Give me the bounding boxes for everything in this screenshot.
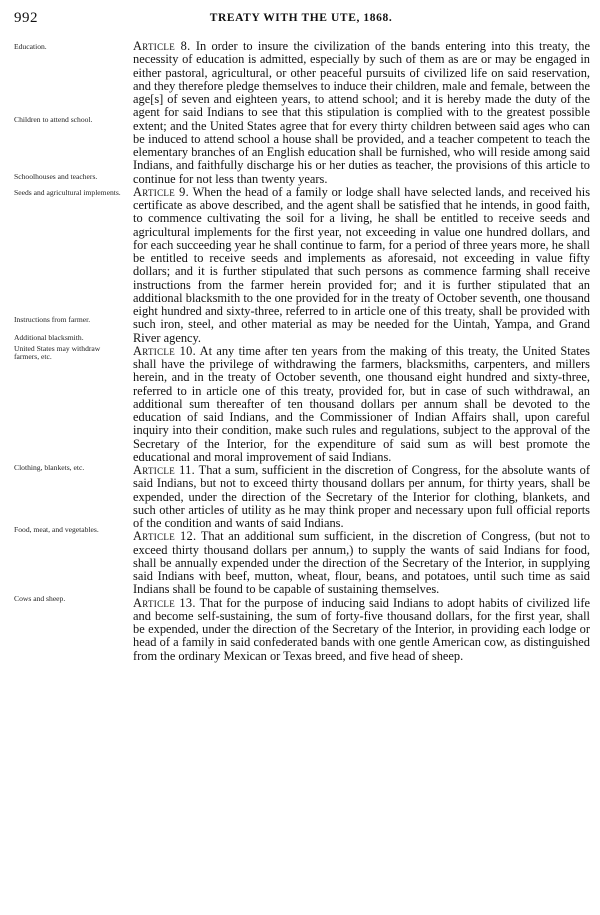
margin-note: Food, meat, and vegetables. xyxy=(14,525,99,535)
margin-note: Schoolhouses and teachers. xyxy=(14,172,98,181)
article-heading: Article 13. xyxy=(133,595,196,610)
article-body xyxy=(133,40,590,186)
article-heading: Article 11. xyxy=(133,463,196,477)
article-text: In order to insure the civilization of the bands entering into this treaty, the necessity of education is admitted, especially by such of them as are or may be engaged in either pastoral, agricultural, or other peaceful pursuits of civilized life on said reservation, and they therefore pledge themselves to induce their children, male and female, between the age[s] of seven and eighteen years, to attend school; and it is hereby made the duty of the agent for said Indians to see that this stipulation is complied with to the greatest possible extent; and the United States agree that for every thirty children between said ages who can be induced to attend school a house shall be provided, and a teacher competent to teach the elementary branches of an English education shall be furnished, who will reside among said Indians, and faithfully discharge his or her duties as teacher, the provisions of this article to continue for not less than twenty years. xyxy=(133,39,590,186)
margin-note: United States may withdraw farmers, etc. xyxy=(14,343,101,362)
article-heading: Article 12. xyxy=(133,529,197,544)
margin-note: Cows and sheep. xyxy=(14,593,66,603)
article-heading: Article 9. xyxy=(133,184,189,199)
article-heading: Article 8. xyxy=(133,39,191,53)
margin-note: Clothing, blankets, etc. xyxy=(14,463,85,472)
margin-note: Education. xyxy=(14,42,47,51)
page-number: 992 xyxy=(14,10,38,26)
article-text: At any time after ten years from the making of this treaty, the United States shall have the privilege of withdrawing the farmers, blacksmiths, carpenters, and millers herein, and in the treaty of October seventh, one thousand eight hundred and sixty-three, referred to in article one of this treaty, provided for, but in case of such withdrawal, an additional sum thereafter of ten thousand dollars per annum shall be devoted to the education of said Indians, and the Commissioner of Indian Affairs shall, upon careful inquiry into their condition, make such rules and regulations, subject to the approval of the Secretary of the Interior, for the expenditure of said sum as will best promote the educational and moral improvement of said Indians. xyxy=(133,343,590,464)
article-11 xyxy=(14,464,590,530)
article-9 xyxy=(14,186,590,345)
article-8 xyxy=(14,40,590,186)
article-13 xyxy=(14,593,590,663)
article-text: That for the purpose of inducing said Indians to adopt habits of civilized life and become self-sustaining, the sum of forty-five thousand dollars, for the first year, shall be expended, under the direction of the Secretary of the Interior, in providing each lodge or head of a family in said confederated bands with one gentle American cow, as distinguished from the ordinary Mexican or Texas breed, and five head of sheep. xyxy=(133,595,590,663)
page-header xyxy=(14,10,588,30)
margin-note: Instructions from farmer. xyxy=(14,314,91,324)
article-text: That an additional sum sufficient, in the discretion of Congress, (but not to exceed thirty thousand dollars per annum,) to supply the wants of said Indians for food, shall be annually expended under the direction of the Secretary of the Interior, in supplying said Indians with beef, mutton, wheat, flour, beans, and potatoes, until such time as said Indians shall be found to be capable of sustaining themselves. xyxy=(133,529,590,597)
margin-note: Children to attend school. xyxy=(14,115,93,124)
margin-note: Seeds and agricultural implements. xyxy=(14,187,121,197)
article-body xyxy=(133,464,590,530)
treaty-text xyxy=(14,40,590,663)
article-body xyxy=(133,186,590,345)
article-text: That a sum, sufficient in the discretion of Congress, for the absolute wants of said Indians, but not to exceed thirty thousand dollars per annum, for thirty years, shall be expended, under the direction of the Secretary of the Interior for clothing, blankets, and such other articles of utility as he may think proper and necessary upon full official reports of the condition and wants of said Indians. xyxy=(133,463,590,530)
article-body xyxy=(133,530,590,596)
article-body xyxy=(133,345,590,464)
article-heading: Article 10. xyxy=(133,343,197,358)
article-text: When the head of a family or lodge shall have selected lands, and received his certificate as above described, and the agent shall be satisfied that he intends, in good faith, to commence cultivating the soil for a living, he shall be entitled to receive seeds and agricultural implements for the first year, not exceeding in value one hundred dollars, and for each succeeding year he shall continue to farm, for a period of three years more, he shall be entitled to receive seeds and implements as aforesaid, not exceeding in value fifty dollars; and it is further stipulated that such persons as commence farming shall receive instructions from the farmer herein provided for; and it is further stipulated that an additional blacksmith to the one provided for in the treaty of October seventh, one thousand eight hundred and sixty-three, referred to in article one of this treaty, shall be provided with such iron, steel, and other material as may be needed for the Uintah, Yampa, and Grand River agency. xyxy=(133,184,591,345)
article-10 xyxy=(14,345,590,464)
running-title: TREATY WITH THE UTE, 1868. xyxy=(209,12,393,24)
article-12 xyxy=(14,525,590,597)
article-body xyxy=(133,597,590,663)
margin-note: Additional blacksmith. xyxy=(14,332,84,342)
